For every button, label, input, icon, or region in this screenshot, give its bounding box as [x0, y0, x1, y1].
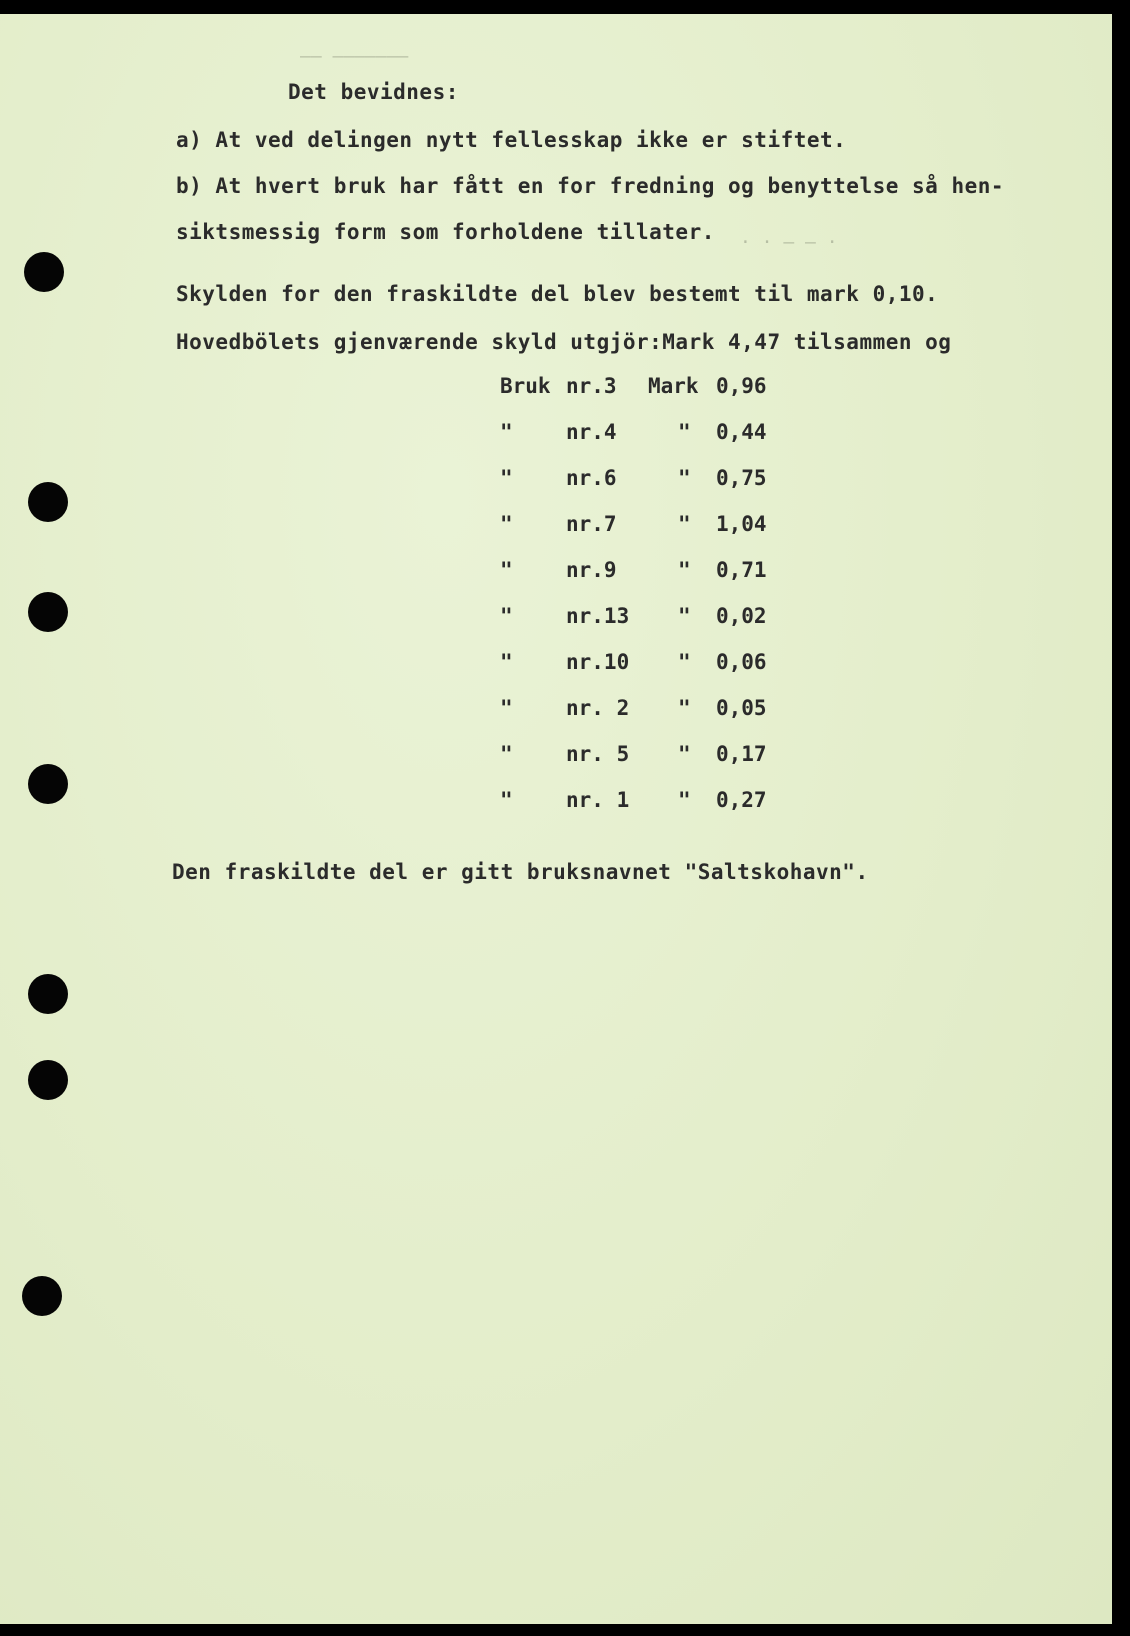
- bruk-value: 0,05: [716, 696, 767, 720]
- document-page: [0, 14, 1112, 1624]
- hovedbol-statement: Hovedbölets gjenværende skyld utgjör:Mark 4,47 tilsammen og: [176, 330, 952, 354]
- ditto-mark: ": [678, 742, 691, 766]
- ditto-mark: ": [500, 420, 513, 444]
- ditto-mark: ": [678, 466, 691, 490]
- bruk-value: 0,44: [716, 420, 767, 444]
- table-row: [0, 650, 1112, 680]
- table-row: [0, 558, 1112, 588]
- ditto-mark: ": [500, 650, 513, 674]
- clause-b-continued: siktsmessig form som forholdene tillater.: [176, 220, 715, 244]
- table-row: [0, 374, 1112, 404]
- bruk-number: nr.3: [566, 374, 617, 398]
- bruk-value: 0,17: [716, 742, 767, 766]
- ditto-mark: ": [500, 604, 513, 628]
- punch-hole: [28, 1060, 68, 1100]
- closing-statement: Den fraskildte del er gitt bruksnavnet "Saltskohavn".: [172, 860, 869, 884]
- table-row: [0, 696, 1112, 726]
- ditto-mark: ": [500, 466, 513, 490]
- bleed-through-mark: · · — — ·: [740, 232, 838, 253]
- bruk-number: nr. 5: [566, 742, 630, 766]
- ditto-mark: ": [678, 650, 691, 674]
- clause-b: b) At hvert bruk har fått en for fredning og benyttelse så hen-: [176, 174, 1005, 198]
- punch-hole: [22, 1276, 62, 1316]
- table-row: [0, 604, 1112, 634]
- bleed-through-mark: —— ———————: [300, 46, 409, 67]
- bruk-value: 0,02: [716, 604, 767, 628]
- bruk-value: 0,75: [716, 466, 767, 490]
- ditto-mark: ": [678, 512, 691, 536]
- clause-a: a) At ved delingen nytt fellesskap ikke er stiftet.: [176, 128, 847, 152]
- table-row: [0, 788, 1112, 818]
- table-row: [0, 512, 1112, 542]
- bruk-prefix: Bruk: [500, 374, 551, 398]
- punch-hole: [24, 252, 64, 292]
- bruk-number: nr.6: [566, 466, 617, 490]
- bruk-number: nr.9: [566, 558, 617, 582]
- table-row: [0, 466, 1112, 496]
- ditto-mark: ": [678, 696, 691, 720]
- ditto-mark: ": [500, 788, 513, 812]
- heading: Det bevidnes:: [288, 80, 459, 104]
- bruk-unit: Mark: [648, 374, 699, 398]
- ditto-mark: ": [678, 420, 691, 444]
- punch-hole: [28, 974, 68, 1014]
- bruk-number: nr. 2: [566, 696, 630, 720]
- table-row: [0, 420, 1112, 450]
- ditto-mark: ": [678, 558, 691, 582]
- skyld-statement: Skylden for den fraskildte del blev bestemt til mark 0,10.: [176, 282, 939, 306]
- ditto-mark: ": [500, 742, 513, 766]
- bruk-value: 1,04: [716, 512, 767, 536]
- bruk-number: nr.10: [566, 650, 630, 674]
- bruk-number: nr.13: [566, 604, 630, 628]
- bruk-value: 0,71: [716, 558, 767, 582]
- ditto-mark: ": [500, 696, 513, 720]
- ditto-mark: ": [678, 788, 691, 812]
- bruk-value: 0,96: [716, 374, 767, 398]
- bruk-number: nr. 1: [566, 788, 630, 812]
- ditto-mark: ": [678, 604, 691, 628]
- bruk-number: nr.4: [566, 420, 617, 444]
- table-row: [0, 742, 1112, 772]
- bruk-number: nr.7: [566, 512, 617, 536]
- ditto-mark: ": [500, 512, 513, 536]
- bruk-value: 0,27: [716, 788, 767, 812]
- bruk-value: 0,06: [716, 650, 767, 674]
- ditto-mark: ": [500, 558, 513, 582]
